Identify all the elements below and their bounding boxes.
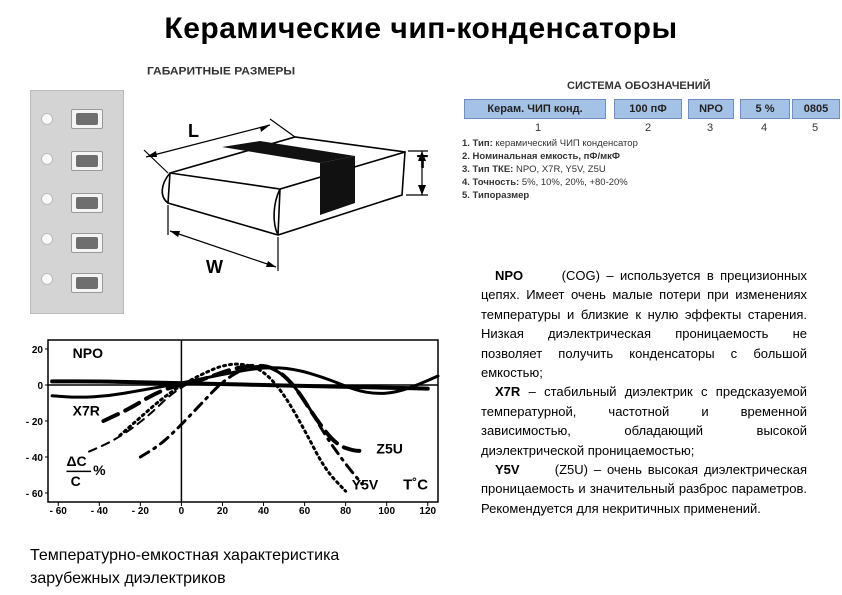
code-number: 3 <box>706 122 714 134</box>
chip <box>76 277 98 289</box>
page-title: Керамические чип-конденсаторы <box>164 12 678 45</box>
code-number: 1 <box>534 122 542 134</box>
x-tick-label: - 20 <box>131 506 149 517</box>
l-arrow-right <box>260 125 270 132</box>
chip <box>76 237 98 249</box>
caption-line: зарубежных диэлектриков <box>30 570 226 587</box>
sprocket-hole <box>41 273 53 285</box>
y-tick-label: 20 <box>31 345 43 356</box>
w-dimension-line <box>170 231 276 267</box>
y-tick-label: - 40 <box>25 453 43 464</box>
y-axis-label-den: C <box>70 472 81 489</box>
legend-item: 1. Тип: керамический ЧИП конденсатор <box>462 138 638 149</box>
chip-pocket <box>71 151 103 171</box>
series-label: Y5V <box>351 476 379 493</box>
code-type: Керам. ЧИП конд. <box>464 99 606 119</box>
designation-heading: СИСТЕМА ОБОЗНАЧЕНИЙ <box>567 80 711 92</box>
x-tick-label: 120 <box>419 506 437 517</box>
sprocket-hole <box>41 113 53 125</box>
x-tick-label: 0 <box>178 506 185 517</box>
label-l: L <box>188 121 199 141</box>
l-extension-right <box>270 119 295 137</box>
x-tick-label: 60 <box>299 506 311 517</box>
x-tick-label: 40 <box>257 506 270 517</box>
chip <box>76 197 98 209</box>
code-size: 0805 <box>792 99 840 119</box>
code-number: 4 <box>760 122 768 134</box>
series-label: NPO <box>72 345 103 361</box>
temperature-capacitance-chart <box>20 332 450 522</box>
w-arrow-right <box>266 261 276 267</box>
dimensions-heading: ГАБАРИТНЫЕ РАЗМЕРЫ <box>147 64 296 78</box>
tape-reel-photo <box>30 90 124 314</box>
sprocket-hole <box>41 233 53 245</box>
code-tolerance: 5 % <box>740 99 790 119</box>
x-tick-label: 20 <box>216 506 229 517</box>
label-w: W <box>206 257 223 277</box>
dielectric-description <box>481 266 807 518</box>
sprocket-hole <box>41 193 53 205</box>
series-label: Z5U <box>376 440 403 457</box>
x-tick-label: - 40 <box>90 506 108 517</box>
legend-item: 3. Тип ТКЕ: NPO, X7R, Y5V, Z5U <box>462 164 606 175</box>
y-tick-label: 0 <box>37 381 43 392</box>
t-arrow-bottom <box>418 185 426 195</box>
y-tick-label: - 60 <box>25 489 43 500</box>
series-line-dashed-low <box>89 381 192 451</box>
chip-dimension-drawing <box>130 95 445 285</box>
code-tce: NPO <box>688 99 734 119</box>
chip-pocket <box>71 193 103 213</box>
x-tick-label: 80 <box>340 506 352 517</box>
sprocket-hole <box>41 153 53 165</box>
chip <box>76 113 98 125</box>
x-tick-label: 100 <box>378 506 396 517</box>
y-tick-label: - 20 <box>25 417 43 428</box>
y5v-paragraph: Y5V (Z5U) – очень высокая диэлектрическая проницаемость и значительный разброс параметров. Рекомендуется для некритичных применений. <box>481 462 807 516</box>
y-axis-label-num: ΔC <box>66 453 87 469</box>
legend-item: 5. Типоразмер <box>462 190 530 201</box>
code-number: 2 <box>644 122 652 134</box>
w-arrow-left <box>170 231 180 237</box>
legend-item: 4. Точность: 5%, 10%, 20%, +80-20% <box>462 177 628 188</box>
x-axis-label: T˚C <box>403 476 429 494</box>
caption-line: Температурно-емкостная характеристика <box>30 547 340 564</box>
chip-pocket <box>71 109 103 129</box>
x-tick-label: - 60 <box>49 506 67 517</box>
x7r-paragraph: X7R – стабильный диэлектрик с предсказуемой температурной, частотной и временной зависимостью, обладающий высокой диэлектрической проницаемостью; <box>481 384 807 458</box>
series-label: X7R <box>72 402 100 419</box>
y-axis-label-unit: % <box>93 462 106 478</box>
code-number: 5 <box>811 122 819 134</box>
code-capacitance: 100 пФ <box>614 99 682 119</box>
chip <box>76 155 98 167</box>
chip-pocket <box>71 233 103 253</box>
chart-caption <box>30 544 339 590</box>
legend-item: 2. Номинальная емкость, пФ/мкФ <box>462 151 620 162</box>
npo-paragraph: NPO (COG) – используется в прецизионных цепях. Имеет очень малые потери при изменениях температуры и близкие к нулю эффекты старения. Низкая диэлектрическая проницаемость не позволяет получить конденсаторы с большой емкостью; <box>481 268 808 381</box>
chip-pocket <box>71 273 103 293</box>
label-t: T <box>417 152 428 172</box>
